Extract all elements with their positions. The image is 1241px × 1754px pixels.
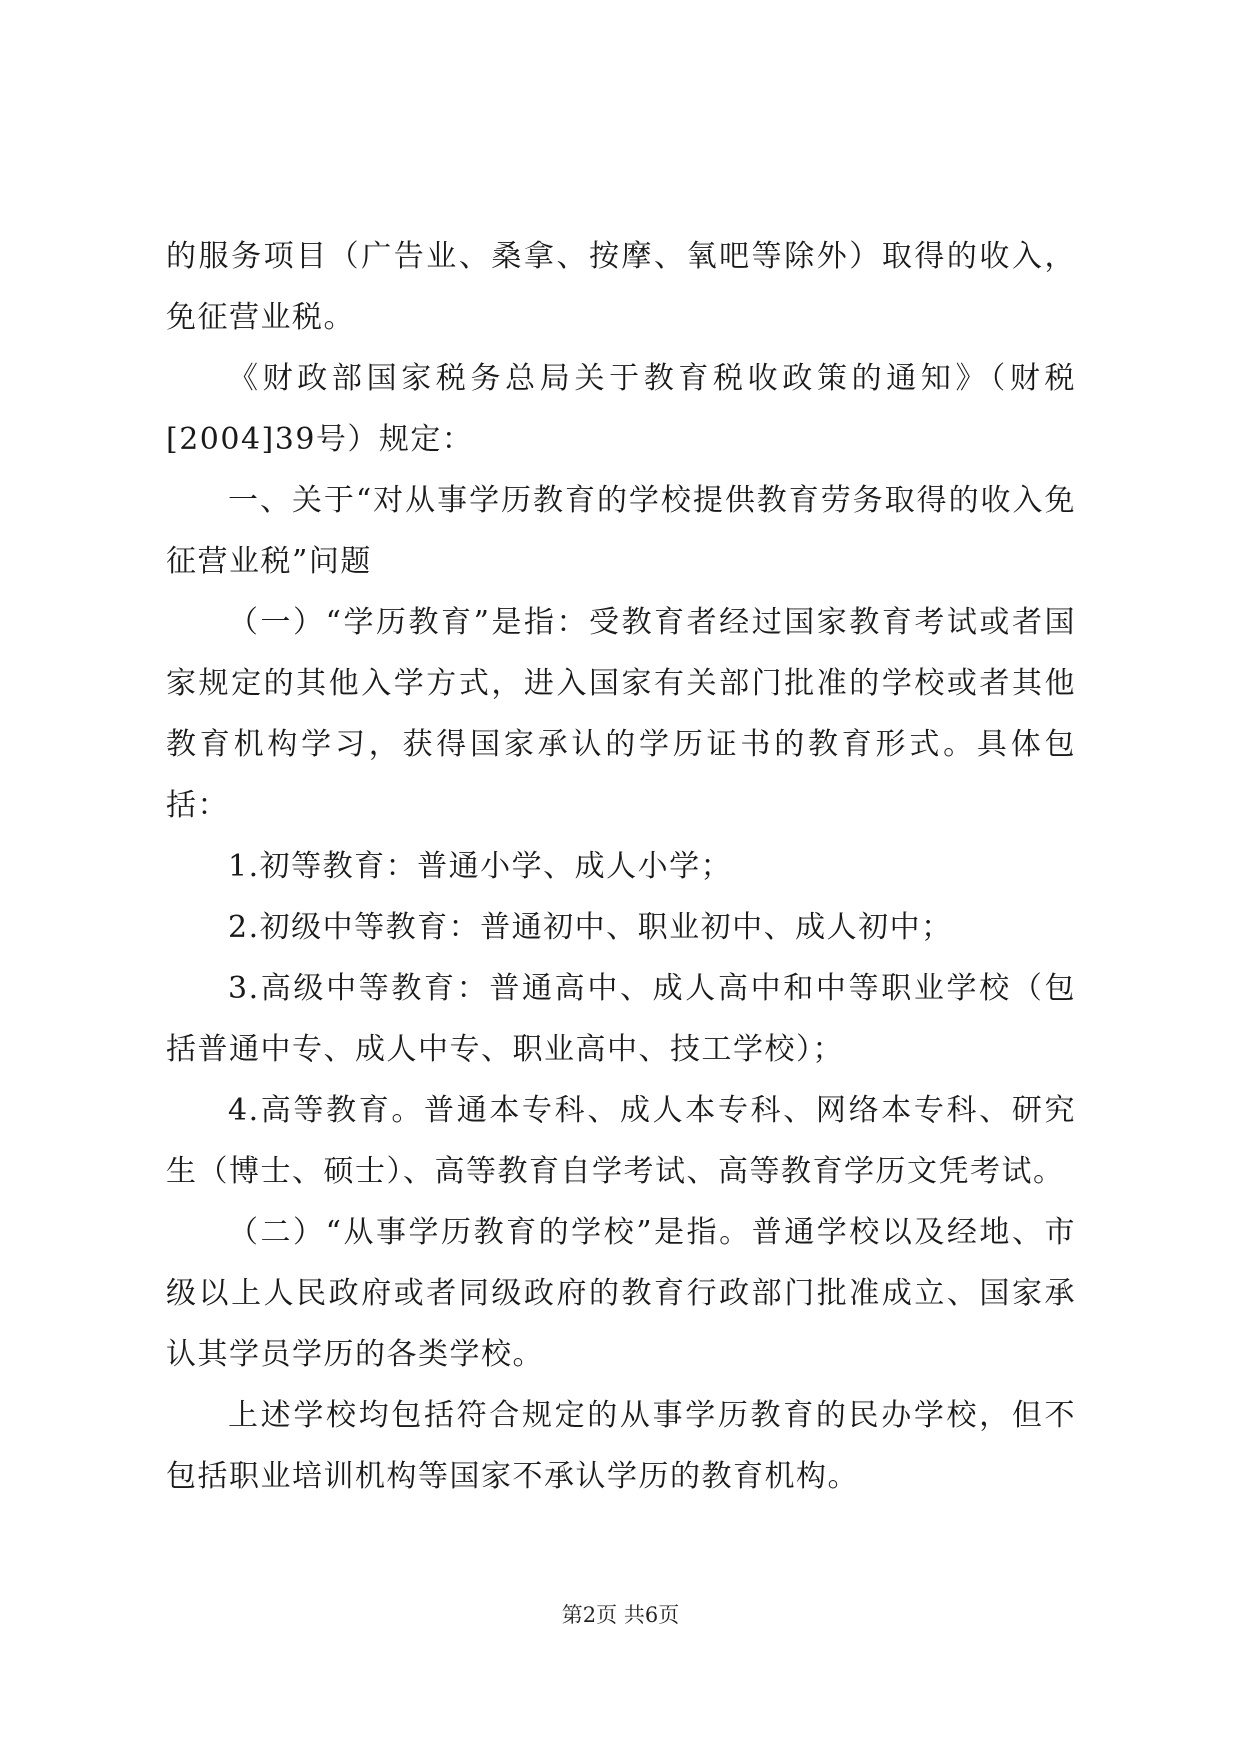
document-body <box>166 226 1076 1507</box>
list-item-primary-education: 1.初等教育：普通小学、成人小学； <box>228 849 733 884</box>
list-item-junior-secondary: 2.初级中等教育：普通初中、职业初中、成人初中； <box>228 910 953 945</box>
paragraph-definition-academic-education: （一）“学历教育”是指：受教育者经过国家教育考试或者国家规定的其他入学方式，进入国家有关部门批准的学校或者其他教育机构学习，获得国家承认的学历证书的教育形式。具体包括： <box>166 605 1076 823</box>
paragraph-definition-schools: （二）“从事学历教育的学校”是指。普通学校以及经地、市级以上人民政府或者同级政府的教育行政部门批准成立、国家承认其学员学历的各类学校。 <box>166 1215 1076 1372</box>
list-item-senior-secondary: 3.高级中等教育：普通高中、成人高中和中等职业学校（包括普通中专、成人中专、职业高中、技工学校）； <box>166 971 1076 1067</box>
list-item-higher-education: 4.高等教育。普通本专科、成人本专科、网络本专科、研究生（博士、硕士）、高等教育自学考试、高等教育学历文凭考试。 <box>166 1093 1076 1189</box>
paragraph-notice-citation: 《财政部国家税务总局关于教育税收政策的通知》（财税[2004]39号）规定： <box>166 361 1076 457</box>
paragraph-section-one: 一、关于“对从事学历教育的学校提供教育劳务取得的收入免征营业税”问题 <box>166 483 1076 579</box>
page-number-footer: 第2页 共6页 <box>561 1603 680 1627</box>
paragraph-continuation: 的服务项目（广告业、桑拿、按摩、氧吧等除外）取得的收入，免征营业税。 <box>166 239 1076 335</box>
paragraph-private-schools: 上述学校均包括符合规定的从事学历教育的民办学校，但不包括职业培训机构等国家不承认学历的教育机构。 <box>166 1398 1076 1494</box>
